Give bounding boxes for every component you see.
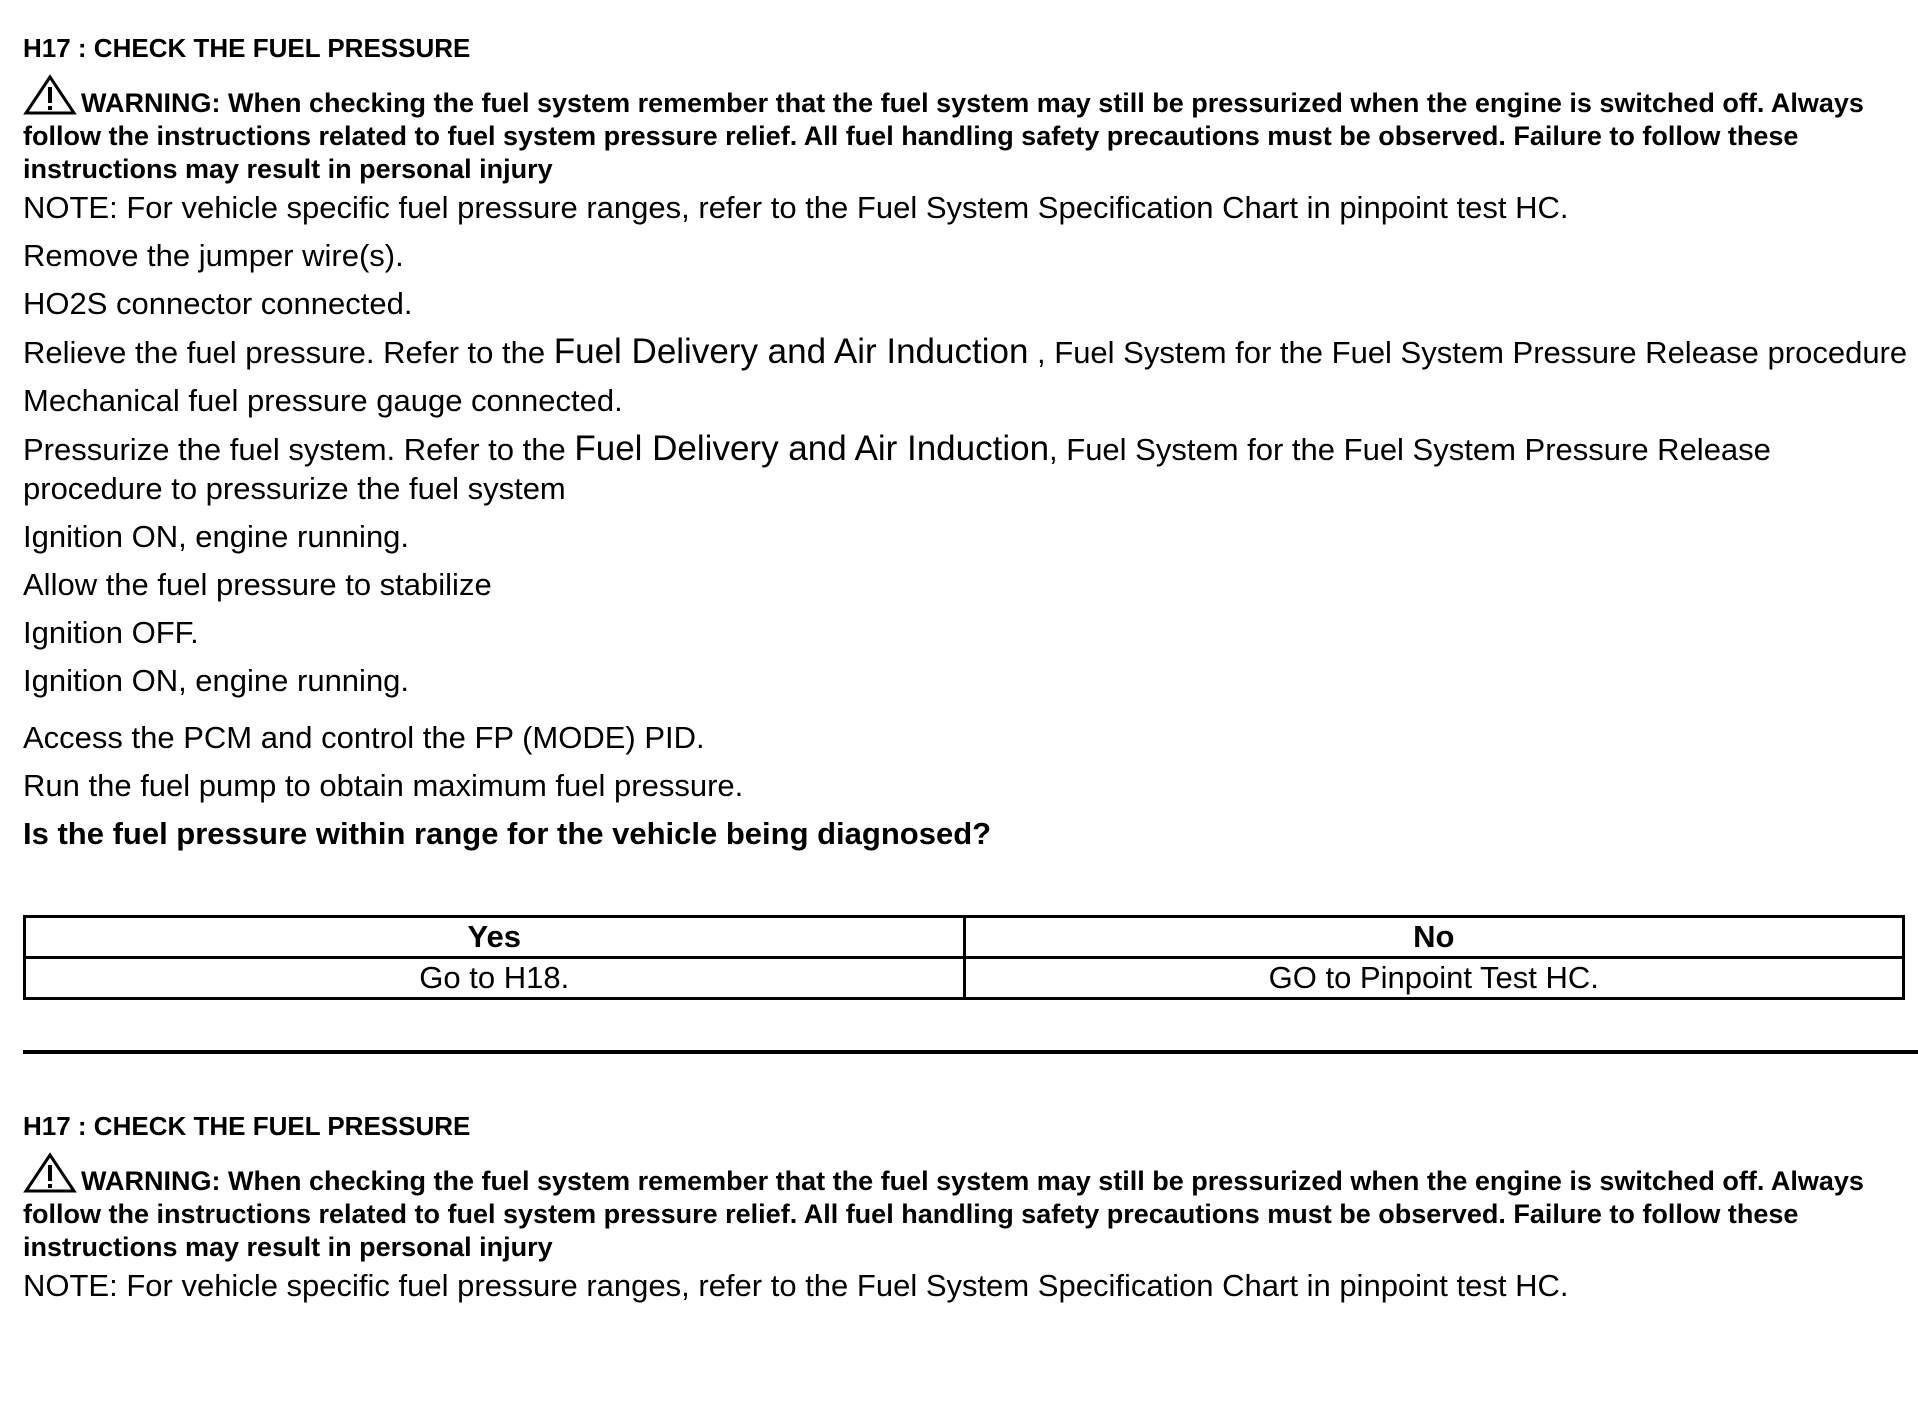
step-text: , Fuel System for the Fuel System Pressure Release procedure bbox=[1028, 335, 1908, 370]
warning-label: WARNING bbox=[81, 1166, 212, 1196]
no-action-link[interactable]: GO to Pinpoint Test HC. bbox=[964, 958, 1904, 999]
fuel-delivery-link[interactable]: Fuel Delivery and Air Induction bbox=[574, 429, 1050, 468]
step-pressurize bbox=[23, 429, 1913, 508]
step-ignition-on: Ignition ON, engine running. bbox=[23, 519, 410, 554]
step-text: , Fuel System for the Fuel System Pressure Release procedure to pressurize the fuel system bbox=[23, 432, 1771, 506]
step-access-pcm: Access the PCM and control the FP (MODE) PID. bbox=[23, 720, 705, 755]
step-ho2s-connected: HO2S connector connected. bbox=[23, 286, 413, 321]
step-text: Pressurize the fuel system. Refer to the bbox=[23, 432, 575, 467]
warning-text: : When checking the fuel system remember that the fuel system may still be pressurized when the engine is switched off. Always follow the instructions related to fuel system pressure relief. All fuel handling safety precautions must be observed. Failure to follow these instructions may result in personal injury bbox=[23, 88, 1864, 184]
warning-text: : When checking the fuel system remember that the fuel system may still be pressurized when the engine is switched off. Always follow the instructions related to fuel system pressure relief. All fuel handling safety precautions must be observed. Failure to follow these instructions may result in personal injury bbox=[23, 1166, 1864, 1262]
test-step-section bbox=[23, 28, 1913, 1000]
no-header: No bbox=[964, 917, 1904, 958]
document-page bbox=[23, 28, 1913, 1314]
fuel-delivery-link[interactable]: Fuel Delivery and Air Induction bbox=[553, 332, 1029, 371]
step-stabilize: Allow the fuel pressure to stabilize bbox=[23, 567, 492, 602]
step-ignition-on: Ignition ON, engine running. bbox=[23, 663, 410, 698]
table-header-row bbox=[25, 917, 1904, 958]
step-gauge-connected: Mechanical fuel pressure gauge connected. bbox=[23, 383, 623, 418]
test-step-section bbox=[23, 1106, 1913, 1305]
warning-triangle-icon bbox=[23, 74, 79, 116]
yes-header: Yes bbox=[25, 917, 965, 958]
table-row bbox=[25, 958, 1904, 999]
note-text: NOTE: For vehicle specific fuel pressure ranges, refer to the Fuel System Specification Chart in pinpoint test HC. bbox=[23, 1268, 1569, 1303]
answer-table bbox=[23, 915, 1905, 1000]
warning-triangle-icon bbox=[23, 1152, 79, 1194]
section-divider bbox=[23, 1050, 1918, 1054]
step-heading: H17 : CHECK THE FUEL PRESSURE bbox=[23, 33, 471, 63]
step-relieve-pressure bbox=[23, 332, 1913, 372]
step-text: Relieve the fuel pressure. Refer to the bbox=[23, 335, 554, 370]
warning-label: WARNING bbox=[81, 88, 212, 118]
step-run-fuel-pump: Run the fuel pump to obtain maximum fuel pressure. bbox=[23, 768, 744, 803]
warning-block bbox=[23, 74, 1913, 186]
yes-action-link[interactable]: Go to H18. bbox=[25, 958, 965, 999]
note-text: NOTE: For vehicle specific fuel pressure ranges, refer to the Fuel System Specification Chart in pinpoint test HC. bbox=[23, 190, 1569, 225]
step-heading: H17 : CHECK THE FUEL PRESSURE bbox=[23, 1111, 471, 1141]
step-ignition-off: Ignition OFF. bbox=[23, 615, 199, 650]
step-remove-jumper: Remove the jumper wire(s). bbox=[23, 238, 404, 273]
decision-question: Is the fuel pressure within range for the vehicle being diagnosed? bbox=[23, 816, 992, 851]
warning-block bbox=[23, 1152, 1913, 1264]
